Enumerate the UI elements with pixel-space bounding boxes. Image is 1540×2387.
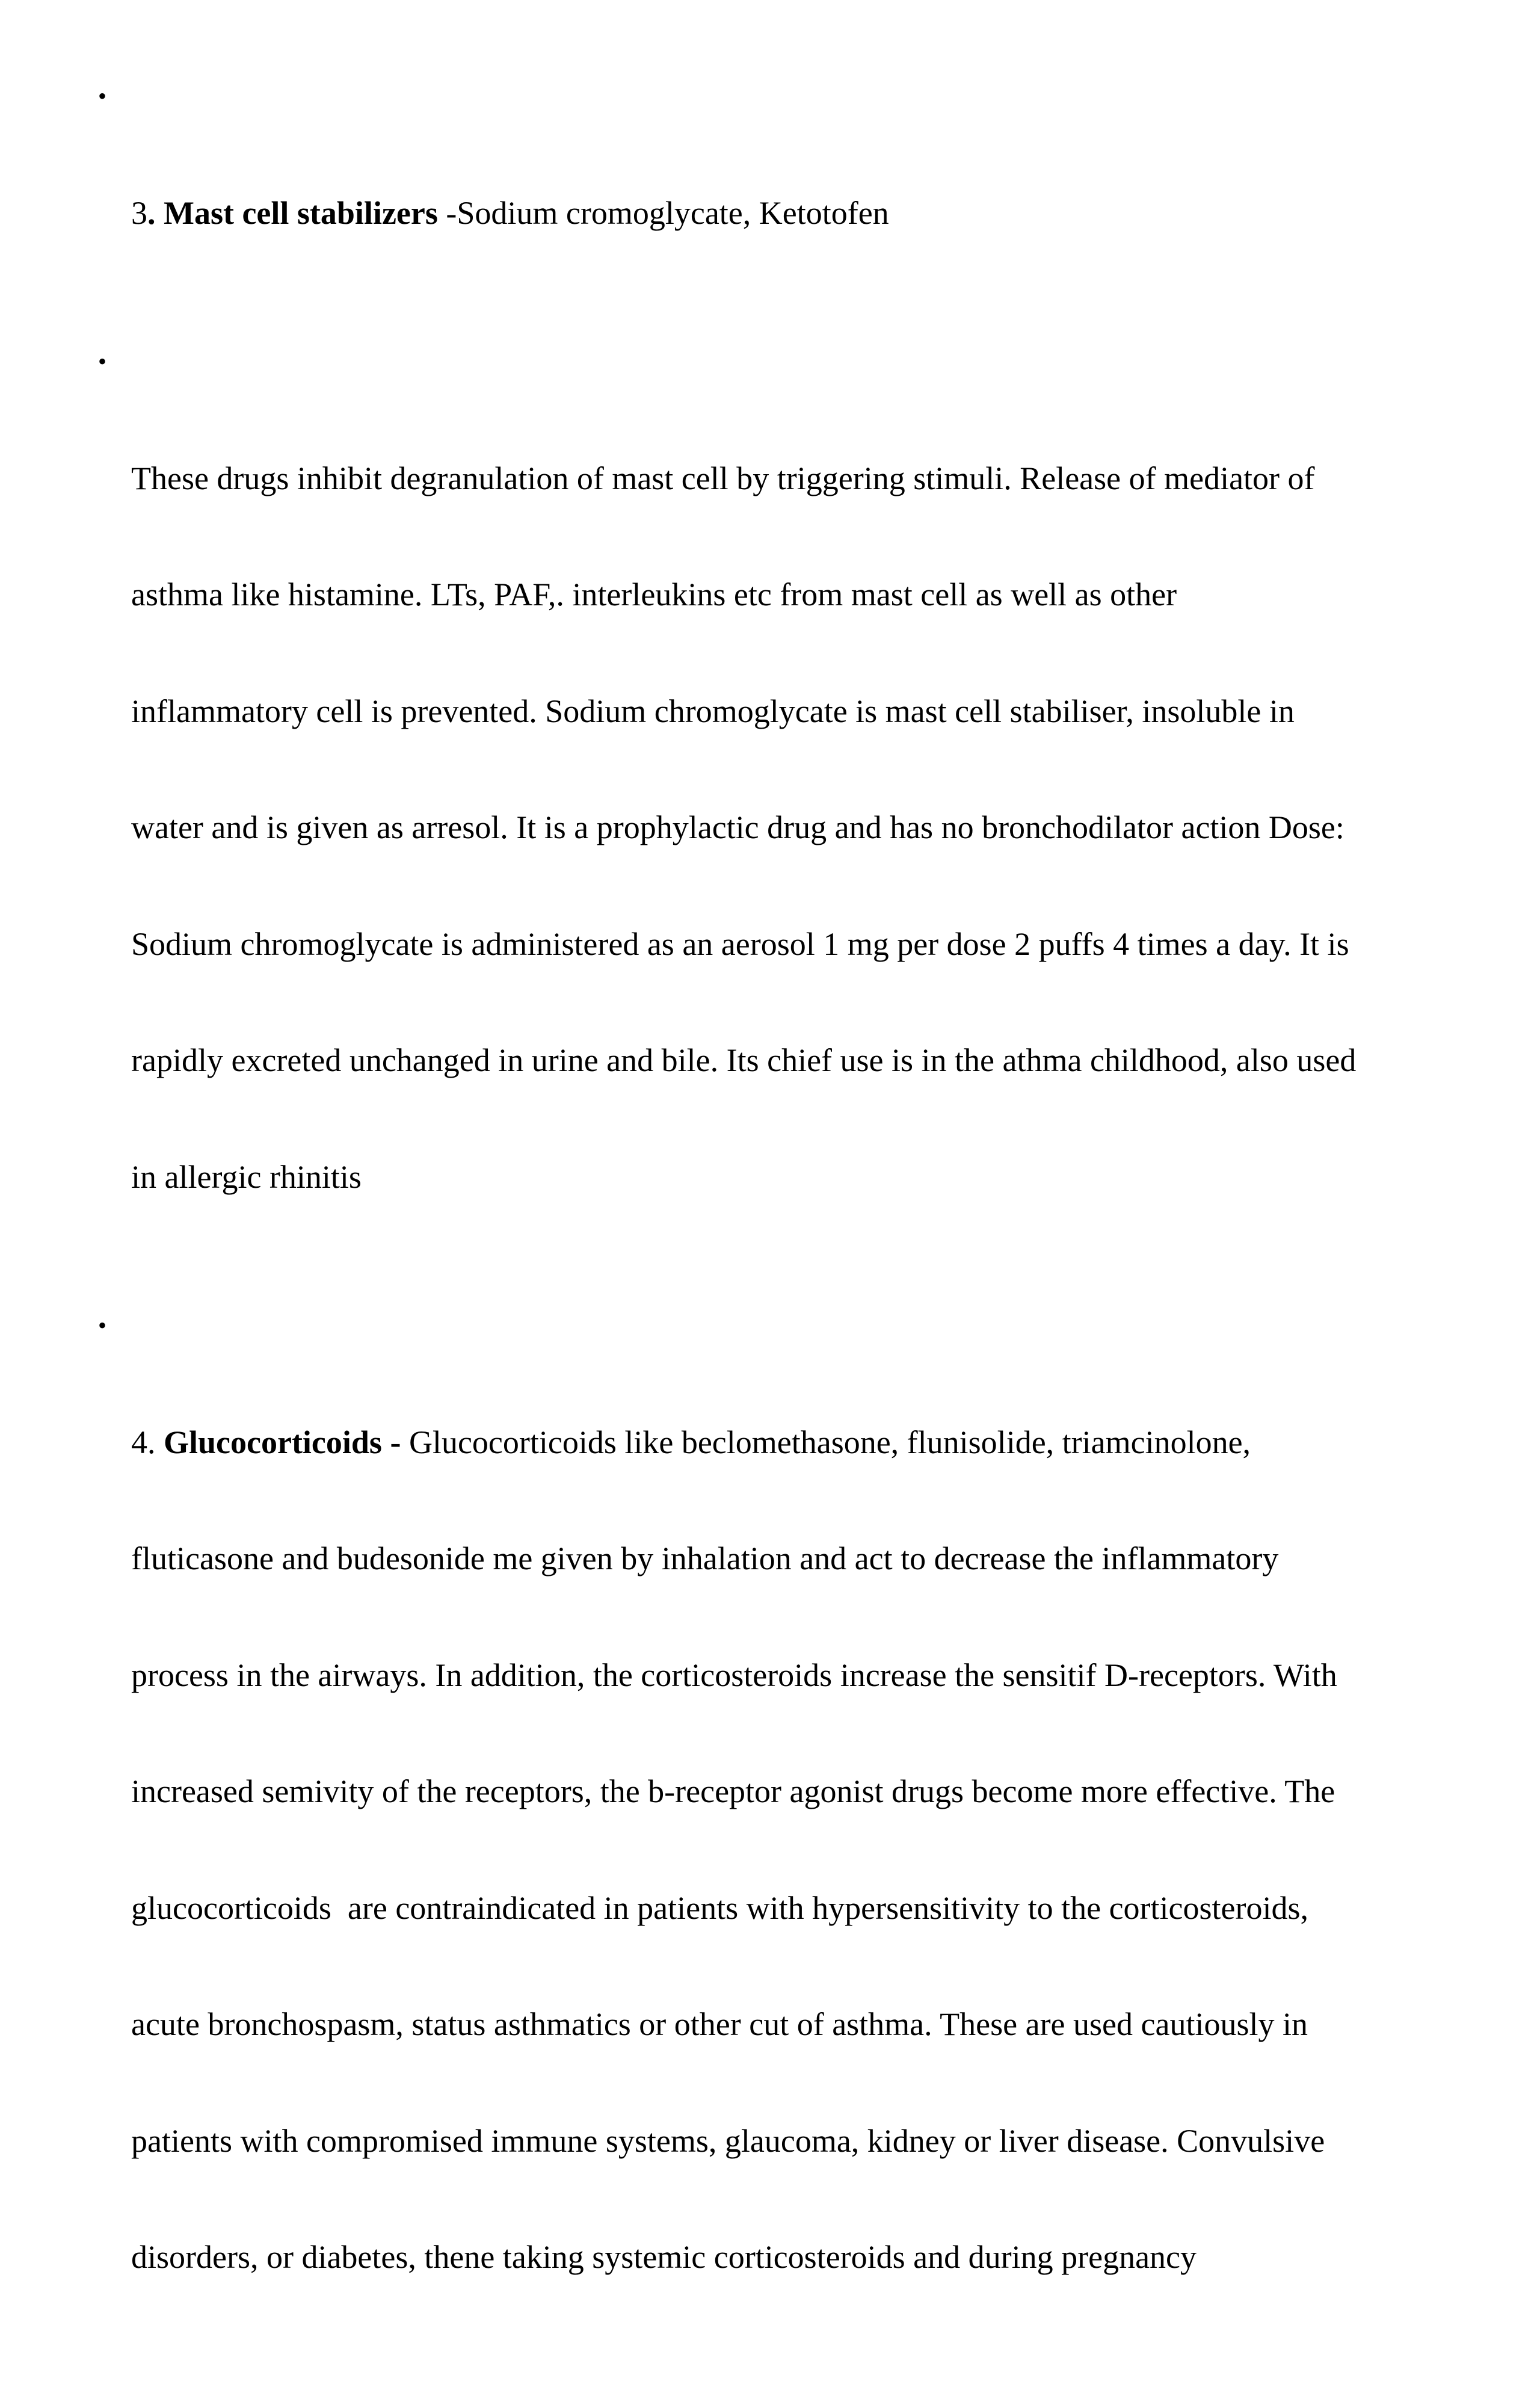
text-line: Sodium chromoglycate is administered as an aerosol 1 mg per dose 2 puffs 4 times a day. It is bbox=[131, 925, 1349, 962]
text-line: disorders, or diabetes, thene taking systemic corticosteroids and during pregnancy bbox=[131, 2239, 1197, 2275]
bullet-marker: • bbox=[98, 1312, 107, 1339]
bullet-list bbox=[98, 77, 1440, 2387]
text-line: water and is given as arresol. It is a prophylactic drug and has no bronchodilator action Dose: bbox=[131, 809, 1344, 845]
text-line: asthma like histamine. LTs, PAF,. interleukins etc from mast cell as well as other bbox=[131, 576, 1177, 613]
text-line: acute bronchospasm, status asthmatics or other cut of asthma. These are used cautiously in bbox=[131, 2006, 1308, 2042]
item-number: 3 bbox=[131, 194, 147, 231]
text-line: These drugs inhibit degranulation of mast cell by triggering stimuli. Release of mediator of bbox=[131, 460, 1315, 496]
bullet-mast-cell-stabilizers bbox=[98, 77, 1440, 310]
text-run: Glucocorticoids like beclomethasone, flunisolide, triamcinolone, bbox=[408, 1424, 1251, 1460]
text-line: fluticasone and budesonide me given by inhalation and act to decrease the inflammatory bbox=[131, 1540, 1279, 1576]
bullet-glucocorticoids bbox=[98, 1306, 1440, 2355]
heading-mast-cell-stabilizers: . Mast cell stabilizers bbox=[147, 194, 446, 231]
bullet-marker: • bbox=[98, 348, 107, 375]
text-line: glucocorticoids are contraindicated in patients with hypersensitivity to the corticosteroids, bbox=[131, 1889, 1308, 1926]
text-run: -Sodium cromoglycate, Ketotofen bbox=[446, 194, 889, 231]
item-number: 4. bbox=[131, 1424, 164, 1460]
text-line bbox=[131, 194, 1440, 233]
bullet-marker: • bbox=[98, 82, 107, 110]
text-line: inflammatory cell is prevented. Sodium chromoglycate is mast cell stabiliser, insoluble in bbox=[131, 693, 1295, 729]
bullet-mast-cell-description bbox=[98, 342, 1440, 1274]
text-line: in allergic rhinitis bbox=[131, 1158, 362, 1195]
text-line: rapidly excreted unchanged in urine and bile. Its chief use is in the athma childhood, also used bbox=[131, 1042, 1357, 1078]
text-line: process in the airways. In addition, the corticosteroids increase the sensitif D-receptors. With bbox=[131, 1657, 1337, 1693]
text-line bbox=[131, 1423, 1440, 1462]
text-line: patients with compromised immune systems, glaucoma, kidney or liver disease. Convulsive bbox=[131, 2122, 1325, 2159]
text-line: increased semivity of the receptors, the b-receptor agonist drugs become more effective. The bbox=[131, 1773, 1335, 1809]
heading-glucocorticoids: Glucocorticoids - bbox=[164, 1424, 409, 1460]
